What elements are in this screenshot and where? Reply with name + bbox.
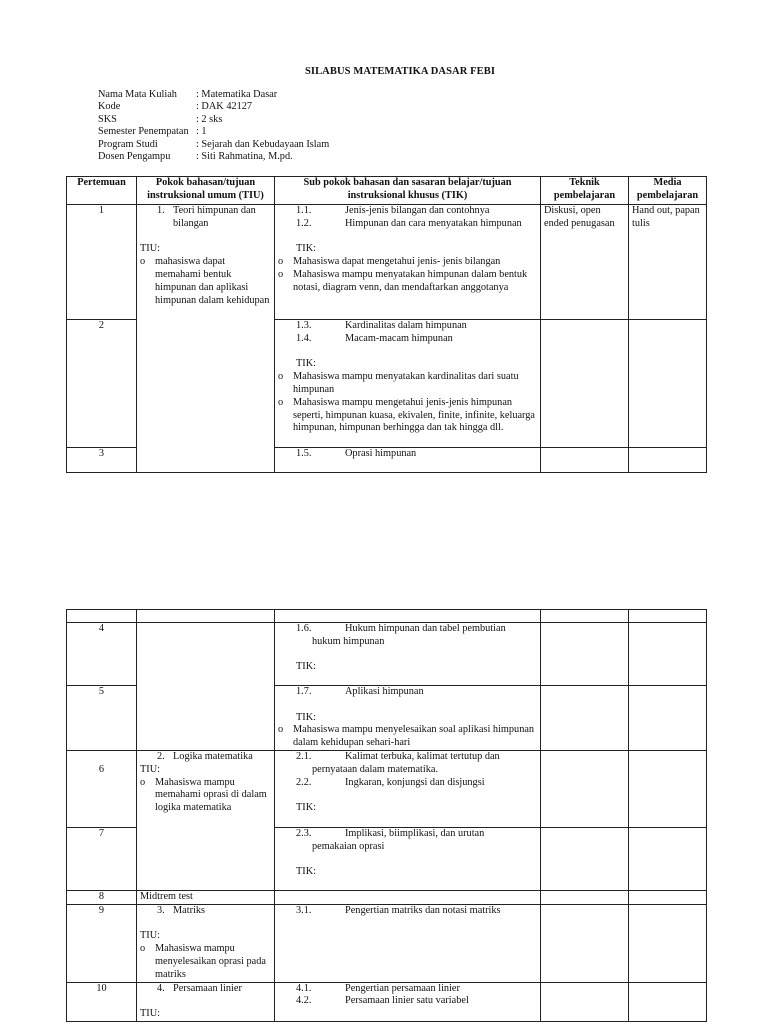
sub-item [296,320,537,333]
sub-number: 3.1. [296,904,312,916]
sub-text-continued: pernyataan dalam matematika. [312,763,439,775]
sub-text: Macam-macam himpunan [345,332,453,344]
topic-item [140,751,271,764]
sub-item [296,828,537,841]
info-row-semester [98,126,329,138]
tik-label: TIK: [296,358,317,370]
tiu-item [140,256,271,307]
sub-item [296,686,537,699]
media-cell [629,686,707,751]
pertemuan-number: 5 [67,686,137,751]
course-info [98,89,329,163]
sub-item [296,751,537,764]
table-header-row [67,177,707,205]
info-value: : Siti Rahmatina, M.pd. [196,150,293,162]
sub-number: 1.6. [296,623,312,634]
sub-number: 2.1. [296,750,312,762]
topic-number: 3. [157,904,165,916]
tiu-label: TIU: [140,243,161,255]
table-row [67,750,707,827]
info-value: : 1 [196,126,207,138]
sub-number: 1.4. [296,332,312,344]
teknik-cell [541,686,629,751]
bullet-icon: o [278,396,284,408]
sub-item [296,218,537,231]
info-key: Kode [98,101,121,113]
bullet-icon: o [278,268,284,280]
pokok-bahasan-cell [137,205,275,473]
media-cell: Hand out, papan tulis [629,205,707,320]
tik-item [278,256,537,269]
teknik-cell [541,448,629,473]
media-cell [629,904,707,982]
sub-number: 1.7. [296,686,312,697]
bullet-icon: o [278,371,284,383]
topic-item [140,205,271,231]
pokok-bahasan-cell [137,904,275,982]
sub-text: Pengertian persamaan linier [345,982,460,994]
pertemuan-number: 9 [67,904,137,982]
sub-text: Ingkaran, konjungsi dan disjungsi [345,776,485,788]
sub-pokok-cell [275,904,541,982]
teknik-cell: Diskusi, open ended penugasan [541,205,629,320]
topic-item [140,905,271,918]
info-key: Semester Penempatan [98,126,189,138]
sub-pokok-cell [275,750,541,827]
media-cell [629,982,707,1021]
pertemuan-number: 6 [67,750,137,827]
pertemuan-number: 10 [67,982,137,1021]
topic-title: Persamaan linier [173,982,242,994]
header-media: Media pembelajaran [629,177,707,205]
sub-text: Implikasi, biimplikasi, dan urutan [345,827,485,839]
sub-pokok-cell [275,827,541,890]
media-cell [629,827,707,890]
tik-label: TIK: [296,243,317,255]
tiu-item [140,777,271,815]
pokok-bahasan-cell [137,982,275,1021]
header-pertemuan: Pertemuan [67,177,137,205]
tik-item [278,397,537,435]
topic-title: Matriks [173,904,206,916]
pertemuan-number: 7 [67,827,137,890]
pertemuan-number: 2 [67,320,137,448]
bullet-icon: o [278,724,284,736]
header-pokok-bahasan: Pokok bahasan/tujuan instruksional umum (TIU) [137,177,275,205]
sub-number: 2.2. [296,776,312,788]
sub-item [296,983,537,996]
tik-text: Mahasiswa dapat mengetahui jenis- jenis bilangan [293,256,501,268]
sub-number: 1.5. [296,448,312,459]
tik-label: TIK: [296,866,317,878]
info-row-kode [98,101,329,113]
table-row-empty [67,610,707,623]
sub-number: 1.1. [296,205,312,216]
sub-pokok-cell [275,982,541,1021]
tiu-label: TIU: [140,930,161,942]
sub-pokok-cell [275,320,541,448]
pokok-bahasan-cell [137,623,275,751]
sub-item [296,448,537,461]
tik-item [278,724,537,750]
sub-text: Kalimat terbuka, kalimat tertutup dan [345,750,500,762]
teknik-cell [541,320,629,448]
info-row-sks [98,114,329,126]
media-cell [629,623,707,686]
info-value: : DAK 42127 [196,101,253,113]
sub-text: Aplikasi himpunan [345,686,424,697]
table-row [67,205,707,320]
teknik-cell [541,623,629,686]
sub-item [296,995,537,1008]
pokok-bahasan-cell [137,750,275,890]
table-row-midterm [67,890,707,904]
pertemuan-number: 3 [67,448,137,473]
tik-item [278,269,537,295]
teknik-cell [541,904,629,982]
sub-item [296,205,537,218]
sub-number: 2.3. [296,827,312,839]
topic-number: 1. [157,205,165,216]
tiu-label: TIU: [140,1008,161,1020]
bullet-icon: o [140,256,146,268]
topic-number: 4. [157,982,165,994]
topic-item [140,983,271,996]
info-key: Nama Mata Kuliah [98,89,177,100]
topic-title: Logika matematika [173,750,253,762]
sub-number: 1.3. [296,320,312,331]
tik-text: Mahasiswa mampu menyatakan himpunan dalam bentuk notasi, diagram venn, dan mendaftarkan anggotanya [293,268,528,293]
bullet-icon: o [140,943,146,955]
sub-pokok-cell [275,686,541,751]
info-value: : Matematika Dasar [196,89,278,100]
sub-number: 4.2. [296,995,312,1007]
table-row [67,982,707,1021]
sub-item [296,623,537,636]
sub-pokok-cell [275,205,541,320]
tik-text: Mahasiswa mampu mengetahui jenis-jenis himpunan seperti, himpunan kuasa, ekivalen, finite, infinite, keluarga himpunan, himpunan berhingga dan tak hingga dll. [293,396,535,434]
tik-label: TIK: [296,661,317,673]
media-cell [629,320,707,448]
tik-text: Mahasiswa mampu menyelesaikan soal aplikasi himpunan dalam kehidupan sehari-hari [293,724,535,749]
syllabus-table-2 [66,609,707,1022]
tik-text: Mahasiswa mampu menyatakan kardinalitas dari suatu himpunan [293,371,519,395]
bullet-icon: o [140,776,146,788]
media-cell [629,448,707,473]
media-cell [629,750,707,827]
info-value: : 2 sks [196,113,223,125]
sub-text: Jenis-jenis bilangan dan contohnya [345,205,490,216]
sub-item [296,333,537,346]
info-key: SKS [98,113,117,125]
sub-text: Persamaan linier satu variabel [345,995,469,1007]
tiu-text: Mahasiswa mampu memahami oprasi di dalam logika matematika [155,776,267,814]
info-row-nama [98,89,329,101]
midterm-label: Midtrem test [137,890,275,904]
sub-item [296,905,537,918]
info-key: Dosen Pengampu [98,150,171,162]
pertemuan-number: 4 [67,623,137,686]
sub-pokok-cell [275,890,541,904]
sub-number: 1.2. [296,217,312,229]
pertemuan-number: 8 [67,890,137,904]
sub-number: 4.1. [296,982,312,994]
tik-label: TIK: [296,802,317,814]
tik-item [278,371,537,397]
teknik-cell [541,750,629,827]
sub-text: Kardinalitas dalam himpunan [345,320,467,331]
table-row [67,904,707,982]
sub-text: Pengertian matriks dan notasi matriks [345,904,501,916]
sub-text-continued: hukum himpunan [312,635,385,647]
table-row [67,623,707,686]
sub-text-continued: pemakaian oprasi [312,840,385,852]
header-teknik: Teknik pembelajaran [541,177,629,205]
document-title: SILABUS MATEMATIKA DASAR FEBI [304,66,496,77]
tiu-text: mahasiswa dapat memahami bentuk himpunan dan aplikasi himpunan dalam kehidupan [155,256,270,306]
sub-text: Hukum himpunan dan tabel pembutian [345,623,506,634]
info-value: : Sejarah dan Kebudayaan Islam [196,138,330,150]
tiu-label: TIU: [140,763,161,775]
info-key: Program Studi [98,138,158,150]
sub-pokok-cell [275,623,541,686]
topic-number: 2. [157,750,165,762]
sub-item [296,777,537,790]
syllabus-table-1 [66,176,707,473]
teknik-cell [541,890,629,904]
teknik-cell [541,982,629,1021]
sub-text: Oprasi himpunan [345,448,417,459]
bullet-icon: o [278,256,284,268]
info-row-dosen [98,151,329,163]
topic-title: Teori himpunan dan bilangan [173,205,256,229]
pertemuan-number: 1 [67,205,137,320]
tiu-item [140,943,271,981]
tiu-text: Mahasiswa mampu menyelesaikan oprasi pada matriks [155,943,266,980]
header-sub-pokok-bahasan: Sub pokok bahasan dan sasaran belajar/tujuan instruksional khusus (TIK) [275,177,541,205]
media-cell [629,890,707,904]
teknik-cell [541,827,629,890]
sub-text: Himpunan dan cara menyatakan himpunan [345,217,522,229]
sub-pokok-cell [275,448,541,473]
info-row-prodi [98,139,329,151]
tik-label: TIK: [296,711,317,723]
